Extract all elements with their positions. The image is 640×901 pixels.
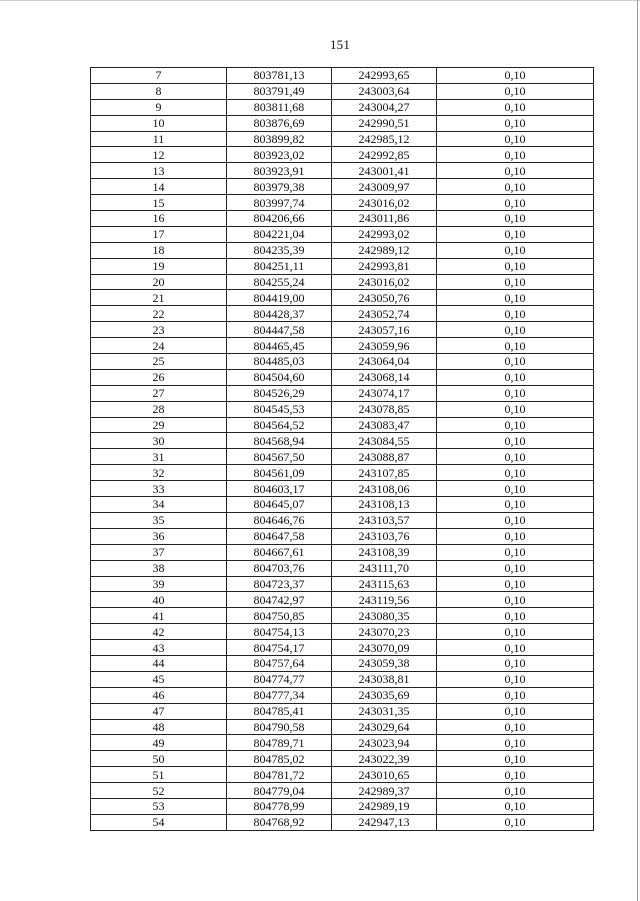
y-coordinate-cell: 243074,17 — [332, 385, 437, 401]
x-coordinate-cell: 804428,37 — [227, 306, 332, 322]
accuracy-cell: 0,10 — [437, 751, 594, 767]
point-number-cell: 22 — [91, 306, 227, 322]
table-row — [91, 179, 594, 195]
table-row — [91, 211, 594, 227]
accuracy-cell: 0,10 — [437, 719, 594, 735]
page-number: 151 — [329, 37, 351, 52]
table-row — [91, 640, 594, 656]
table-row — [91, 592, 594, 608]
x-coordinate-cell: 803979,38 — [227, 179, 332, 195]
table-row — [91, 195, 594, 211]
accuracy-cell: 0,10 — [437, 528, 594, 544]
point-number-cell: 25 — [91, 354, 227, 370]
x-coordinate-cell: 803899,82 — [227, 131, 332, 147]
accuracy-cell: 0,10 — [437, 671, 594, 687]
point-number-cell: 15 — [91, 195, 227, 211]
y-coordinate-cell: 243064,04 — [332, 354, 437, 370]
accuracy-cell: 0,10 — [437, 767, 594, 783]
y-coordinate-cell: 242993,65 — [332, 68, 437, 84]
x-coordinate-cell: 804757,64 — [227, 655, 332, 671]
y-coordinate-cell: 242985,12 — [332, 131, 437, 147]
y-coordinate-cell: 243010,65 — [332, 767, 437, 783]
table-row — [91, 258, 594, 274]
coordinates-table-body — [91, 68, 594, 831]
accuracy-cell: 0,10 — [437, 687, 594, 703]
x-coordinate-cell: 803811,68 — [227, 99, 332, 115]
y-coordinate-cell: 243070,23 — [332, 624, 437, 640]
table-row — [91, 369, 594, 385]
accuracy-cell: 0,10 — [437, 369, 594, 385]
accuracy-cell: 0,10 — [437, 798, 594, 814]
point-number-cell: 38 — [91, 560, 227, 576]
y-coordinate-cell: 243107,85 — [332, 465, 437, 481]
x-coordinate-cell: 804789,71 — [227, 735, 332, 751]
table-row — [91, 290, 594, 306]
x-coordinate-cell: 804667,61 — [227, 544, 332, 560]
accuracy-cell: 0,10 — [437, 338, 594, 354]
table-row — [91, 449, 594, 465]
point-number-cell: 35 — [91, 512, 227, 528]
table-row — [91, 560, 594, 576]
y-coordinate-cell: 243031,35 — [332, 703, 437, 719]
table-row — [91, 751, 594, 767]
point-number-cell: 11 — [91, 131, 227, 147]
table-row — [91, 497, 594, 513]
table-row — [91, 465, 594, 481]
page-top-edge — [0, 0, 640, 1]
y-coordinate-cell: 242989,12 — [332, 242, 437, 258]
table-row — [91, 385, 594, 401]
point-number-cell: 47 — [91, 703, 227, 719]
x-coordinate-cell: 804754,13 — [227, 624, 332, 640]
x-coordinate-cell: 804768,92 — [227, 814, 332, 830]
y-coordinate-cell: 243022,39 — [332, 751, 437, 767]
accuracy-cell: 0,10 — [437, 512, 594, 528]
point-number-cell: 23 — [91, 322, 227, 338]
y-coordinate-cell: 242989,19 — [332, 798, 437, 814]
table-row — [91, 322, 594, 338]
y-coordinate-cell: 243016,02 — [332, 274, 437, 290]
x-coordinate-cell: 804742,97 — [227, 592, 332, 608]
point-number-cell: 18 — [91, 242, 227, 258]
table-row — [91, 655, 594, 671]
table-row — [91, 131, 594, 147]
point-number-cell: 42 — [91, 624, 227, 640]
x-coordinate-cell: 804221,04 — [227, 226, 332, 242]
point-number-cell: 32 — [91, 465, 227, 481]
x-coordinate-cell: 804785,41 — [227, 703, 332, 719]
point-number-cell: 28 — [91, 401, 227, 417]
x-coordinate-cell: 804750,85 — [227, 608, 332, 624]
x-coordinate-cell: 804774,77 — [227, 671, 332, 687]
accuracy-cell: 0,10 — [437, 242, 594, 258]
accuracy-cell: 0,10 — [437, 115, 594, 131]
accuracy-cell: 0,10 — [437, 226, 594, 242]
table-row — [91, 306, 594, 322]
point-number-cell: 41 — [91, 608, 227, 624]
point-number-cell: 10 — [91, 115, 227, 131]
y-coordinate-cell: 243103,57 — [332, 512, 437, 528]
y-coordinate-cell: 243001,41 — [332, 163, 437, 179]
accuracy-cell: 0,10 — [437, 449, 594, 465]
accuracy-cell: 0,10 — [437, 274, 594, 290]
x-coordinate-cell: 803997,74 — [227, 195, 332, 211]
point-number-cell: 16 — [91, 211, 227, 227]
y-coordinate-cell: 243023,94 — [332, 735, 437, 751]
x-coordinate-cell: 804703,76 — [227, 560, 332, 576]
y-coordinate-cell: 243011,86 — [332, 211, 437, 227]
table-row — [91, 147, 594, 163]
point-number-cell: 20 — [91, 274, 227, 290]
x-coordinate-cell: 804781,72 — [227, 767, 332, 783]
point-number-cell: 49 — [91, 735, 227, 751]
x-coordinate-cell: 804564,52 — [227, 417, 332, 433]
table-row — [91, 354, 594, 370]
table-row — [91, 576, 594, 592]
accuracy-cell: 0,10 — [437, 481, 594, 497]
x-coordinate-cell: 803923,02 — [227, 147, 332, 163]
y-coordinate-cell: 243119,56 — [332, 592, 437, 608]
y-coordinate-cell: 243088,87 — [332, 449, 437, 465]
table-row — [91, 274, 594, 290]
accuracy-cell: 0,10 — [437, 544, 594, 560]
point-number-cell: 29 — [91, 417, 227, 433]
point-number-cell: 31 — [91, 449, 227, 465]
x-coordinate-cell: 804645,07 — [227, 497, 332, 513]
point-number-cell: 40 — [91, 592, 227, 608]
x-coordinate-cell: 804235,39 — [227, 242, 332, 258]
y-coordinate-cell: 243057,16 — [332, 322, 437, 338]
point-number-cell: 36 — [91, 528, 227, 544]
x-coordinate-cell: 804568,94 — [227, 433, 332, 449]
x-coordinate-cell: 804779,04 — [227, 783, 332, 799]
y-coordinate-cell: 243103,76 — [332, 528, 437, 544]
table-row — [91, 719, 594, 735]
table-row — [91, 99, 594, 115]
y-coordinate-cell: 243108,13 — [332, 497, 437, 513]
accuracy-cell: 0,10 — [437, 211, 594, 227]
coordinates-table — [90, 67, 594, 831]
accuracy-cell: 0,10 — [437, 99, 594, 115]
point-number-cell: 51 — [91, 767, 227, 783]
accuracy-cell: 0,10 — [437, 417, 594, 433]
point-number-cell: 14 — [91, 179, 227, 195]
table-row — [91, 226, 594, 242]
y-coordinate-cell: 242989,37 — [332, 783, 437, 799]
table-row — [91, 163, 594, 179]
y-coordinate-cell: 243084,55 — [332, 433, 437, 449]
table-row — [91, 703, 594, 719]
accuracy-cell: 0,10 — [437, 735, 594, 751]
accuracy-cell: 0,10 — [437, 195, 594, 211]
x-coordinate-cell: 804567,50 — [227, 449, 332, 465]
table-row — [91, 544, 594, 560]
x-coordinate-cell: 804790,58 — [227, 719, 332, 735]
point-number-cell: 39 — [91, 576, 227, 592]
point-number-cell: 8 — [91, 83, 227, 99]
point-number-cell: 21 — [91, 290, 227, 306]
x-coordinate-cell: 804419,00 — [227, 290, 332, 306]
y-coordinate-cell: 242993,81 — [332, 258, 437, 274]
y-coordinate-cell: 243108,06 — [332, 481, 437, 497]
accuracy-cell: 0,10 — [437, 655, 594, 671]
x-coordinate-cell: 803791,49 — [227, 83, 332, 99]
table-row — [91, 783, 594, 799]
accuracy-cell: 0,10 — [437, 179, 594, 195]
point-number-cell: 34 — [91, 497, 227, 513]
point-number-cell: 19 — [91, 258, 227, 274]
table-row — [91, 814, 594, 830]
x-coordinate-cell: 804723,37 — [227, 576, 332, 592]
x-coordinate-cell: 803781,13 — [227, 68, 332, 84]
table-row — [91, 512, 594, 528]
y-coordinate-cell: 243059,38 — [332, 655, 437, 671]
y-coordinate-cell: 243108,39 — [332, 544, 437, 560]
point-number-cell: 46 — [91, 687, 227, 703]
x-coordinate-cell: 804561,09 — [227, 465, 332, 481]
accuracy-cell: 0,10 — [437, 497, 594, 513]
accuracy-cell: 0,10 — [437, 322, 594, 338]
point-number-cell: 48 — [91, 719, 227, 735]
x-coordinate-cell: 804485,03 — [227, 354, 332, 370]
table-row — [91, 687, 594, 703]
y-coordinate-cell: 243083,47 — [332, 417, 437, 433]
y-coordinate-cell: 243003,64 — [332, 83, 437, 99]
point-number-cell: 24 — [91, 338, 227, 354]
accuracy-cell: 0,10 — [437, 354, 594, 370]
point-number-cell: 50 — [91, 751, 227, 767]
accuracy-cell: 0,10 — [437, 608, 594, 624]
x-coordinate-cell: 804777,34 — [227, 687, 332, 703]
point-number-cell: 12 — [91, 147, 227, 163]
table-row — [91, 242, 594, 258]
table-row — [91, 68, 594, 84]
accuracy-cell: 0,10 — [437, 433, 594, 449]
y-coordinate-cell: 243115,63 — [332, 576, 437, 592]
point-number-cell: 43 — [91, 640, 227, 656]
x-coordinate-cell: 804646,76 — [227, 512, 332, 528]
table-row — [91, 115, 594, 131]
y-coordinate-cell: 242992,85 — [332, 147, 437, 163]
table-row — [91, 417, 594, 433]
accuracy-cell: 0,10 — [437, 163, 594, 179]
point-number-cell: 53 — [91, 798, 227, 814]
y-coordinate-cell: 242990,51 — [332, 115, 437, 131]
point-number-cell: 33 — [91, 481, 227, 497]
y-coordinate-cell: 243059,96 — [332, 338, 437, 354]
point-number-cell: 30 — [91, 433, 227, 449]
accuracy-cell: 0,10 — [437, 306, 594, 322]
y-coordinate-cell: 243068,14 — [332, 369, 437, 385]
accuracy-cell: 0,10 — [437, 560, 594, 576]
y-coordinate-cell: 243038,81 — [332, 671, 437, 687]
x-coordinate-cell: 804447,58 — [227, 322, 332, 338]
y-coordinate-cell: 243078,85 — [332, 401, 437, 417]
accuracy-cell: 0,10 — [437, 385, 594, 401]
x-coordinate-cell: 804206,66 — [227, 211, 332, 227]
x-coordinate-cell: 803876,69 — [227, 115, 332, 131]
table-row — [91, 798, 594, 814]
table-row — [91, 481, 594, 497]
point-number-cell: 44 — [91, 655, 227, 671]
table-row — [91, 767, 594, 783]
point-number-cell: 26 — [91, 369, 227, 385]
accuracy-cell: 0,10 — [437, 68, 594, 84]
table-row — [91, 608, 594, 624]
table-row — [91, 338, 594, 354]
y-coordinate-cell: 243009,97 — [332, 179, 437, 195]
table-row — [91, 83, 594, 99]
page-right-edge — [637, 0, 638, 901]
x-coordinate-cell: 804647,58 — [227, 528, 332, 544]
accuracy-cell: 0,10 — [437, 131, 594, 147]
x-coordinate-cell: 804778,99 — [227, 798, 332, 814]
table-row — [91, 433, 594, 449]
x-coordinate-cell: 804603,17 — [227, 481, 332, 497]
x-coordinate-cell: 804785,02 — [227, 751, 332, 767]
point-number-cell: 13 — [91, 163, 227, 179]
accuracy-cell: 0,10 — [437, 814, 594, 830]
point-number-cell: 52 — [91, 783, 227, 799]
accuracy-cell: 0,10 — [437, 290, 594, 306]
y-coordinate-cell: 243004,27 — [332, 99, 437, 115]
point-number-cell: 9 — [91, 99, 227, 115]
y-coordinate-cell: 243016,02 — [332, 195, 437, 211]
y-coordinate-cell: 243035,69 — [332, 687, 437, 703]
point-number-cell: 37 — [91, 544, 227, 560]
x-coordinate-cell: 804255,24 — [227, 274, 332, 290]
accuracy-cell: 0,10 — [437, 83, 594, 99]
x-coordinate-cell: 804754,17 — [227, 640, 332, 656]
accuracy-cell: 0,10 — [437, 640, 594, 656]
accuracy-cell: 0,10 — [437, 592, 594, 608]
point-number-cell: 45 — [91, 671, 227, 687]
accuracy-cell: 0,10 — [437, 401, 594, 417]
accuracy-cell: 0,10 — [437, 703, 594, 719]
table-row — [91, 401, 594, 417]
y-coordinate-cell: 242993,02 — [332, 226, 437, 242]
point-number-cell: 7 — [91, 68, 227, 84]
y-coordinate-cell: 243050,76 — [332, 290, 437, 306]
y-coordinate-cell: 243070,09 — [332, 640, 437, 656]
y-coordinate-cell: 243052,74 — [332, 306, 437, 322]
point-number-cell: 17 — [91, 226, 227, 242]
y-coordinate-cell: 242947,13 — [332, 814, 437, 830]
table-row — [91, 671, 594, 687]
accuracy-cell: 0,10 — [437, 147, 594, 163]
x-coordinate-cell: 804545,53 — [227, 401, 332, 417]
table-row — [91, 624, 594, 640]
accuracy-cell: 0,10 — [437, 783, 594, 799]
x-coordinate-cell: 804526,29 — [227, 385, 332, 401]
accuracy-cell: 0,10 — [437, 624, 594, 640]
x-coordinate-cell: 804504,60 — [227, 369, 332, 385]
point-number-cell: 54 — [91, 814, 227, 830]
table-row — [91, 735, 594, 751]
accuracy-cell: 0,10 — [437, 465, 594, 481]
x-coordinate-cell: 803923,91 — [227, 163, 332, 179]
x-coordinate-cell: 804251,11 — [227, 258, 332, 274]
y-coordinate-cell: 243111,70 — [332, 560, 437, 576]
x-coordinate-cell: 804465,45 — [227, 338, 332, 354]
accuracy-cell: 0,10 — [437, 576, 594, 592]
y-coordinate-cell: 243080,35 — [332, 608, 437, 624]
table-row — [91, 528, 594, 544]
y-coordinate-cell: 243029,64 — [332, 719, 437, 735]
accuracy-cell: 0,10 — [437, 258, 594, 274]
point-number-cell: 27 — [91, 385, 227, 401]
